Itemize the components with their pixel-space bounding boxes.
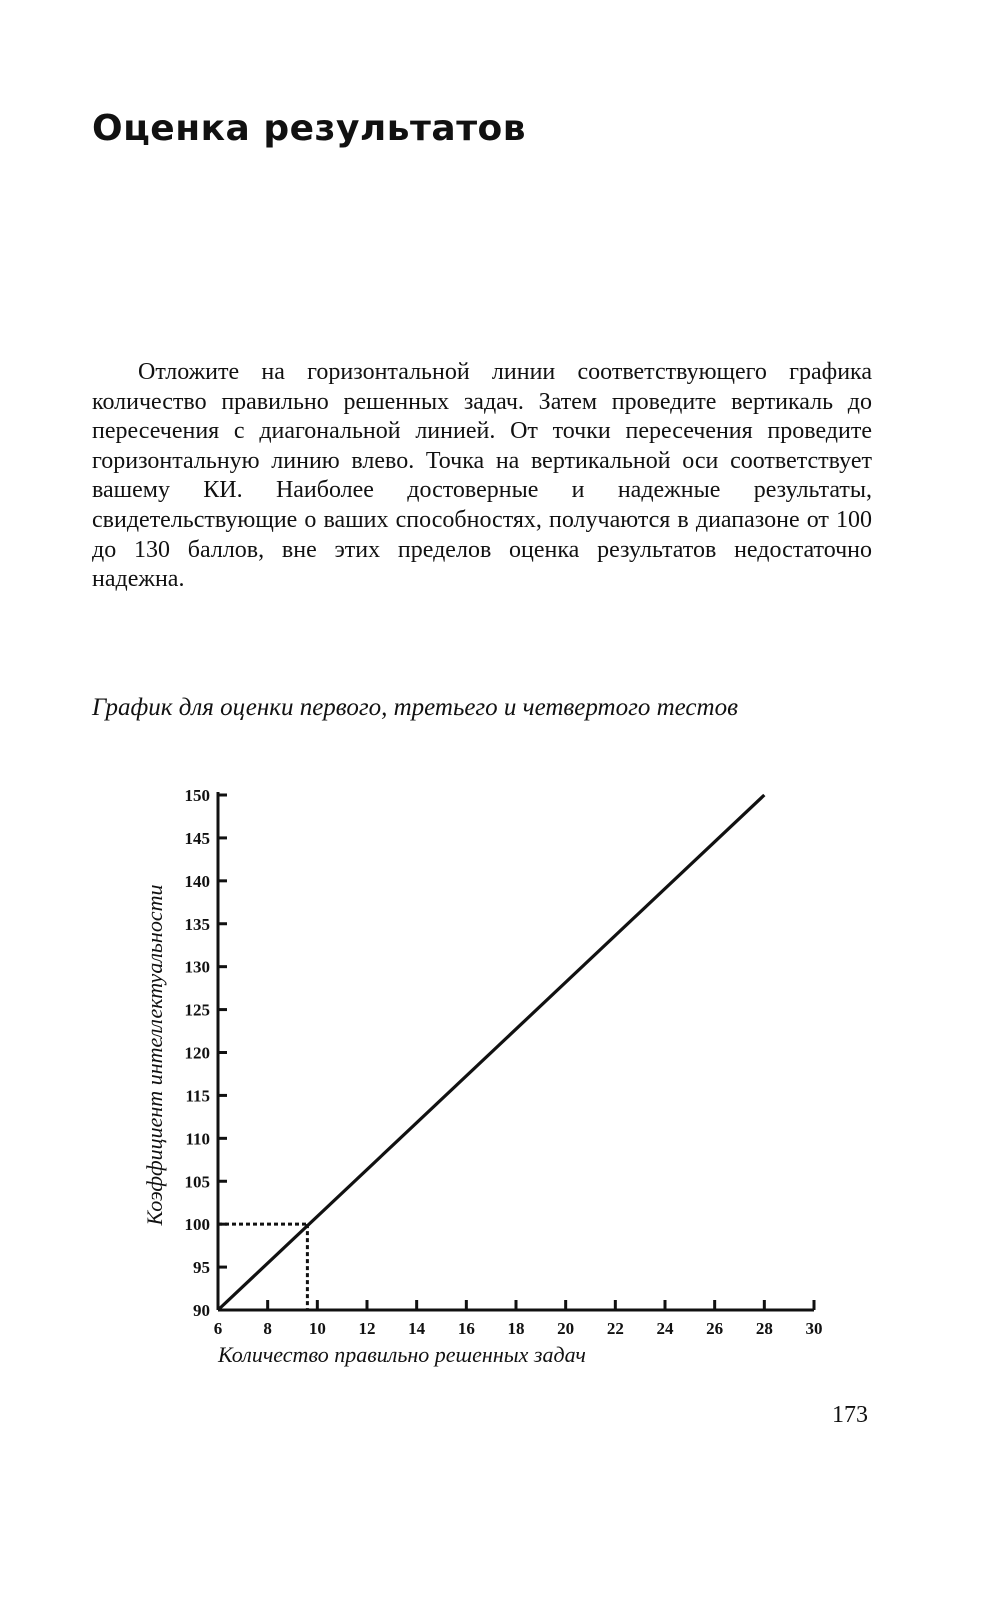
y-tick-label: 145: [184, 828, 210, 848]
x-tick-label: 20: [557, 1319, 575, 1338]
instructions-paragraph: Отложите на горизонтальной линии соответствующего графика количество правильно решенных задач. Затем проведите вертикаль до пересечения с диагональной линией. От точки пересечения проведите горизонтальную линию влево. Точка на вертикальной оси соответствует вашему КИ. Наиболее достоверные и надежные результаты, свидетельствующие о ваших способностях, получаются в диапазоне от 100 до 130 баллов, вне этих пределов оценка результатов недостаточно надежна.: [92, 359, 872, 593]
x-tick-label: 26: [706, 1319, 724, 1338]
x-tick-label: 8: [263, 1319, 272, 1338]
page-heading: Оценка результатов: [92, 108, 527, 149]
x-tick-label: 14: [408, 1319, 426, 1338]
x-axis-ticks: [214, 1300, 823, 1338]
x-tick-label: 28: [755, 1319, 773, 1338]
x-tick-label: 16: [457, 1319, 475, 1338]
y-tick-label: 105: [184, 1172, 210, 1192]
x-axis-title: Количество правильно решенных задач: [218, 1342, 586, 1367]
y-tick-label: 120: [184, 1043, 210, 1063]
y-axis-ticks: [185, 786, 228, 1320]
x-tick-label: 22: [606, 1319, 624, 1338]
x-tick-label: 12: [358, 1319, 376, 1338]
x-tick-label: 6: [213, 1319, 223, 1338]
x-tick-label: 24: [656, 1319, 674, 1338]
y-tick-label: 115: [185, 1086, 210, 1106]
y-tick-label: 140: [184, 871, 210, 891]
x-tick-label: 10: [308, 1319, 326, 1338]
iq-diagonal-line: [218, 795, 764, 1310]
y-tick-label: 135: [184, 914, 210, 934]
x-tick-label: 30: [805, 1319, 823, 1338]
y-tick-label: 150: [184, 786, 210, 805]
series-layer: [218, 795, 764, 1310]
y-tick-label: 90: [193, 1301, 210, 1320]
y-tick-label: 95: [193, 1258, 210, 1278]
page-number: 173: [832, 1402, 868, 1428]
y-axis-title: Коэффициент интеллектуальности: [142, 884, 167, 1226]
y-tick-label: 100: [184, 1215, 210, 1235]
x-tick-label: 18: [507, 1319, 525, 1338]
y-tick-label: 110: [185, 1129, 210, 1149]
y-tick-label: 125: [184, 1000, 210, 1020]
y-tick-label: 130: [184, 957, 210, 977]
chart-caption: График для оценки первого, третьего и четвертого тестов: [92, 694, 738, 721]
